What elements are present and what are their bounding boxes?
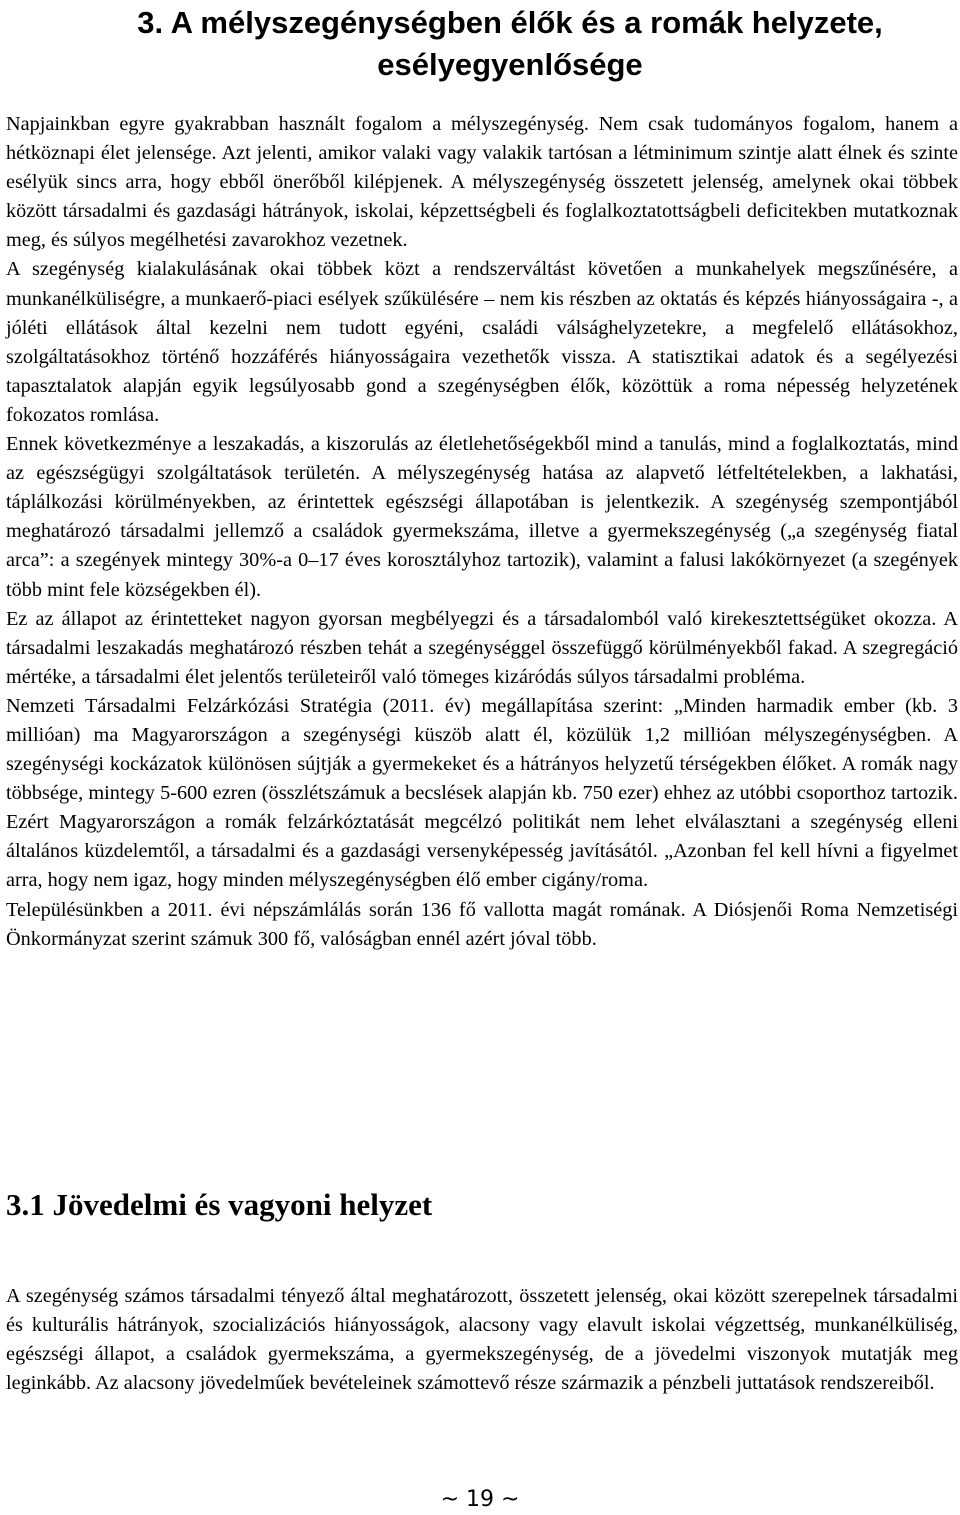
paragraph: A szegénység kialakulásának okai többek közt a rendszerváltást követően a munkahelyek megszűnésére, a munkanélküliségre, a munkaerő-piaci esélyek szűkülésére – nem kis részben az oktatás és képzés hiányosságaira -, a jóléti ellátások által kezelni nem tudott egyéni, családi válsághelyzetekre, a megfelelő ellátásokhoz, szolgáltatásokhoz történő hozzáférés hiányosságaira vezethetők vissza. A statisztikai adatok és a segélyezési tapasztalatok alapján egyik legsúlyosabb gond a szegénységben élők, közöttük a roma népesség helyzetének fokozatos romlása. bbox=[6, 258, 958, 426]
chapter-heading bbox=[60, 2, 960, 86]
paragraph: Ennek következménye a leszakadás, a kiszorulás az életlehetőségekből mind a tanulás, mind a foglalkoztatás, mind az egészségügyi szolgáltatások területén. A mélyszegénység hatása az alapvető létfeltételekben, a lakhatási, táplálkozási körülményekben, az érintettek egészségi állapotában is jelentkezik. A szegénység szempontjából meghatározó társadalmi jellemző a családok gyermekszáma, illetve a gyermekszegénység („a szegénység fiatal arca”: a szegények mintegy 30%-a 0–17 éves korosztályhoz tartozik), valamint a falusi lakókörnyezet (a szegények több mint fele községekben él). bbox=[6, 433, 958, 601]
paragraph: Ez az állapot az érintetteket nagyon gyorsan megbélyegzi és a társadalomból való kirekesztettségüket okozza. A társadalmi leszakadás meghatározó részben tehát a szegénységgel összefüggő körülményekből fakad. A szegregáció mértéke, a társadalmi élet jelentős területeiről való tömeges kizáródás súlyos társadalmi probléma. bbox=[6, 607, 958, 688]
chapter-heading-line-2: esélyegyenlősége bbox=[377, 47, 643, 82]
paragraph: Napjainkban egyre gyakrabban használt fogalom a mélyszegénység. Nem csak tudományos fogalom, hanem a hétköznapi élet jelensége. Azt jelenti, amikor valaki vagy valakik tartósan a létminimum szintje alatt élnek és szinte esélyük sincs arra, hogy ebből önerőből kilépjenek. A mélyszegénység összetett jelenség, amelynek okai többek között társadalmi és gazdasági hátrányok, iskolai, képzettségbeli és foglalkoztatottságbeli deficitekben mutatkoznak meg, és súlyos megélhetési zavarokhoz vezetnek. bbox=[6, 113, 958, 252]
paragraph: Nemzeti Társadalmi Felzárkózási Stratégia (2011. év) megállapítása szerint: „Minden harmadik ember (kb. 3 millióan) ma Magyarországon a szegénységi küszöb alatt él, közülük 1,2 millióan mélyszegénységben. A szegénységi kockázatok különösen sújtják a gyermekeket és a hátrányos helyzetű térségekben élőket. A romák nagy többsége, mintegy 5-600 ezren (összlétszámuk a becslések alapján kb. 750 ezer) ehhez az utóbbi csoporthoz tartozik. Ezért Magyarországon a romák felzárkóztatását megcélzó politikát nem lehet elválasztani a szegénység elleni általános küzdelemtől, a társadalmi és a gazdasági versenyképesség javításától. „Azonban fel kell hívni a figyelmet arra, hogy nem igaz, hogy minden mélyszegénységben élő ember cigány/roma. bbox=[6, 694, 958, 892]
chapter-heading-line-1: 3. A mélyszegénységben élők és a romák helyzete, bbox=[137, 5, 883, 40]
section-heading: 3.1 Jövedelmi és vagyoni helyzet bbox=[6, 1187, 433, 1222]
page-number: ~ 19 ~ bbox=[440, 1487, 520, 1512]
section-paragraph: A szegénység számos társadalmi tényező által meghatározott, összetett jelenség, okai között szerepelnek társadalmi és kulturális hátrányok, szocializációs hiányosságok, alacsony vagy elavult iskolai végzettség, munkanélküliség, egészségi állapot, a családok gyermekszáma, a gyermekszegénység, de a jövedelmi viszonyok mutatják meg leginkább. Az alacsony jövedelműek bevételeinek számottevő része származik a pénzbeli juttatások rendszereiből. bbox=[6, 1285, 958, 1395]
paragraph: Településünkben a 2011. évi népszámlálás során 136 fő vallotta magát romának. A Diósjenői Roma Nemzetiségi Önkormányzat szerint számuk 300 fő, valóságban ennél azért jóval több. bbox=[6, 898, 958, 950]
chapter-body bbox=[6, 110, 958, 954]
